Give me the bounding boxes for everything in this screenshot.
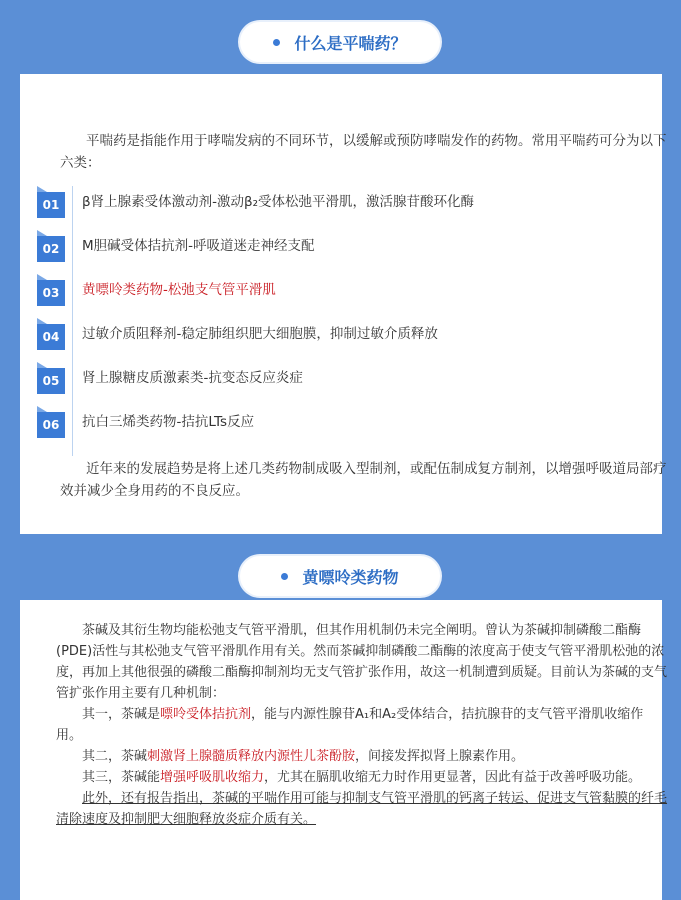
list-item [37, 186, 637, 230]
highlight-text: 刺激肾上腺髓质释放内源性儿茶酚胺 [147, 749, 356, 764]
number-badge: 04 [37, 324, 65, 350]
section2-title: 黄嘌呤类药物 [302, 567, 399, 587]
list-item [37, 362, 637, 406]
section1-intro: 平喘药是指能作用于哮喘发病的不同环节，以缓解或预防哮喘发作的药物。常用平喘药可分为以下六类： [60, 133, 667, 171]
list-item-text-highlighted: 黄嘌呤类药物-松弛支气管平滑肌 [82, 282, 276, 298]
number-badge: 03 [37, 280, 65, 306]
section2-paragraph-3: 其二，茶碱刺激肾上腺髓质释放内源性儿茶酚胺，间接发挥拟肾上腺素作用。 [82, 749, 525, 764]
list-item-text: 抗白三烯类药物-拮抗LTs反应 [82, 414, 255, 430]
list-item [37, 318, 637, 362]
list-item [37, 406, 637, 450]
number-badge: 02 [37, 236, 65, 262]
highlight-text: 嘌呤受体拮抗剂 [160, 707, 252, 722]
number-badge: 05 [37, 368, 65, 394]
drug-class-list [37, 186, 637, 450]
section2-paragraph-2: 其一，茶碱是嘌呤受体拮抗剂，能与内源性腺苷A₁和A₂受体结合，拮抗腺苷的支气管平滑肌收缩作用。 [56, 707, 644, 743]
list-item-text: β肾上腺素受体激动剂-激动β₂受体松弛平滑肌，激活腺苷酸环化酶 [82, 194, 475, 210]
section2-paragraph-5: 此外，还有报告指出，茶碱的平喘作用可能与抑制支气管平滑肌的钙离子转运、促进支气管黏膜的纤毛清除速度及抑制肥大细胞释放炎症介质有关。 [56, 791, 668, 827]
section1-panel [20, 74, 667, 534]
bullet-dot-icon [273, 39, 280, 46]
section2-paragraph-1: 茶碱及其衍生物均能松弛支气管平滑肌，但其作用机制仍未完全阐明。曾认为茶碱抑制磷酸二酯酶(PDE)活性与其松弛支气管平滑肌作用有关。然而茶碱抑制磷酸二酯酶的浓度高于使支气管平滑肌松弛的浓度，再加上其他很强的磷酸二酯酶抑制剂均无支气管扩张作用，故这一机制遭到质疑。目前认为茶碱的支气管扩张作用主要有几种机制： [56, 623, 668, 701]
number-badge: 01 [37, 192, 65, 218]
section1-title: 什么是平喘药？ [294, 33, 407, 53]
bullet-dot-icon [281, 573, 288, 580]
section2-paragraph-4: 其三，茶碱能增强呼吸肌收缩力，尤其在膈肌收缩无力时作用更显著，因此有益于改善呼吸功能。 [82, 770, 642, 785]
number-badge: 06 [37, 412, 65, 438]
list-item-text: 肾上腺糖皮质激素类-抗变态反应炎症 [82, 370, 303, 386]
section2-title-pill [240, 556, 440, 596]
list-item [37, 274, 637, 318]
section1-title-pill [240, 22, 440, 62]
highlight-text: 增强呼吸肌收缩力 [160, 770, 265, 785]
list-item-text: M胆碱受体拮抗剂-呼吸道迷走神经支配 [82, 238, 315, 254]
section2-panel [20, 600, 668, 900]
list-item [37, 230, 637, 274]
section1-outro: 近年来的发展趋势是将上述几类药物制成吸入型制剂，或配伍制成复方制剂，以增强呼吸道局部疗效并减少全身用药的不良反应。 [60, 461, 667, 499]
section2-body [56, 620, 668, 830]
list-item-text: 过敏介质阻释剂-稳定肺组织肥大细胞膜，抑制过敏介质释放 [82, 326, 438, 342]
